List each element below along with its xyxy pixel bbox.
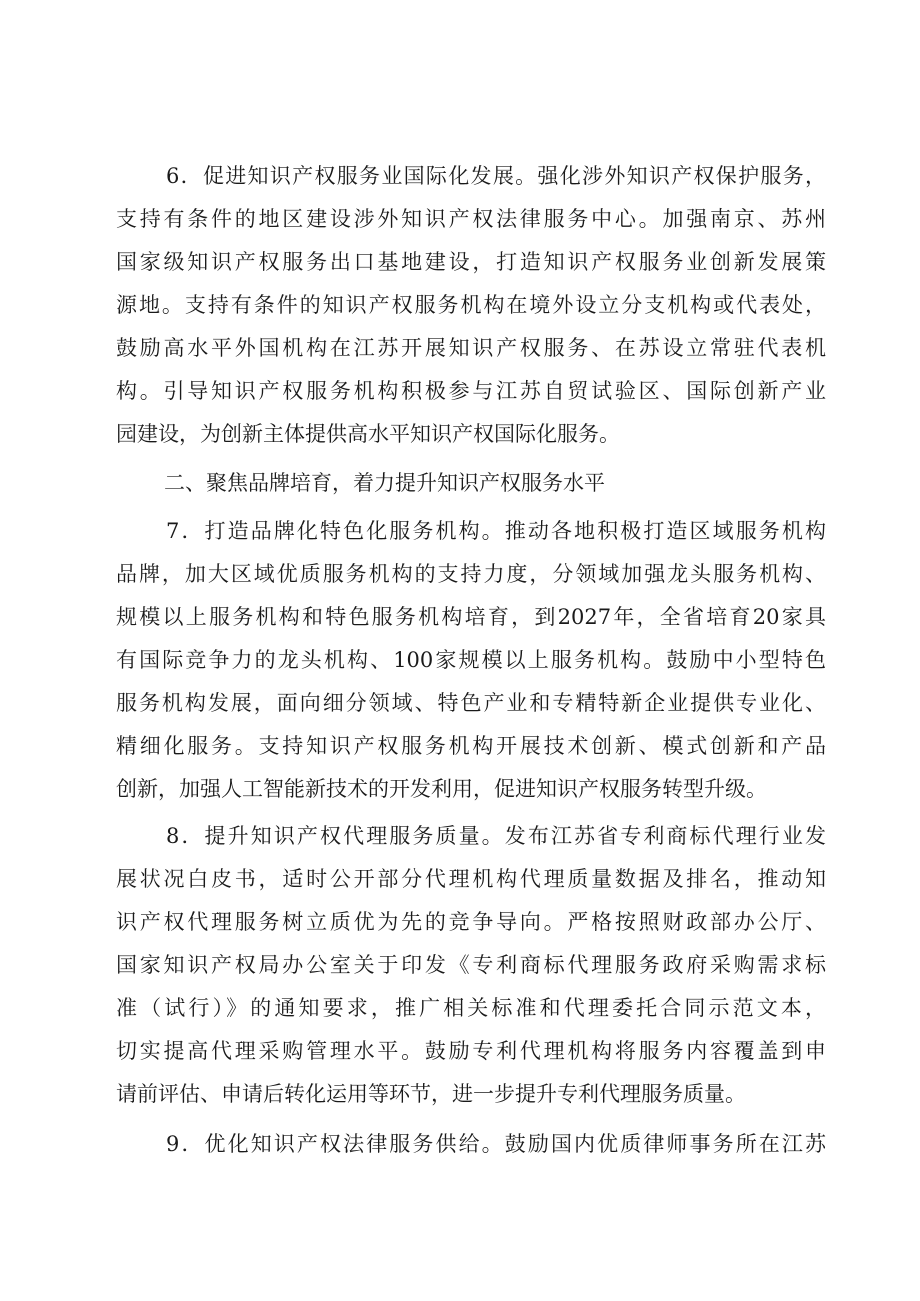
paragraph-7-line-7: 创新，加强人工智能新技术的开发利用，促进知识产权服务转型升级。 — [116, 777, 767, 801]
paragraph-7-line-3: 规模以上服务机构和特色服务机构培育，到2027年，全省培育20家具 — [116, 605, 826, 629]
paragraph-7-line-6: 精细化服务。支持知识产权服务机构开展技术创新、模式创新和产品 — [116, 734, 826, 758]
paragraph-8-line-1: 8．提升知识产权代理服务质量。发布江苏省专利商标代理行业发 — [166, 824, 826, 848]
paragraph-8-line-7: 请前评估、申请后转化运用等环节，进一步提升专利代理服务质量。 — [116, 1082, 746, 1106]
paragraph-8-line-3: 识产权代理服务树立质优为先的竞争导向。严格按照财政部办公厅、 — [116, 910, 826, 934]
paragraph-7-line-2: 品牌，加大区域优质服务机构的支持力度，分领域加强龙头服务机构、 — [116, 562, 826, 586]
paragraph-6-line-5: 鼓励高水平外国机构在江苏开展知识产权服务、在苏设立常驻代表机 — [116, 336, 826, 360]
paragraph-7-line-1: 7．打造品牌化特色化服务机构。推动各地积极打造区域服务机构 — [166, 519, 826, 543]
paragraph-8-line-4: 国家知识产权局办公室关于印发《专利商标代理服务政府采购需求标 — [116, 953, 826, 977]
paragraph-6-line-4: 源地。支持有条件的知识产权服务机构在境外设立分支机构或代表处， — [116, 293, 826, 317]
paragraph-6-line-1: 6．促进知识产权服务业国际化发展。强化涉外知识产权保护服务， — [166, 164, 826, 188]
paragraph-7-line-5: 服务机构发展，面向细分领域、特色产业和专精特新企业提供专业化、 — [116, 691, 826, 715]
paragraph-6-line-2: 支持有条件的地区建设涉外知识产权法律服务中心。加强南京、苏州 — [116, 207, 826, 231]
paragraph-6-line-6: 构。引导知识产权服务机构积极参与江苏自贸试验区、国际创新产业 — [116, 379, 826, 403]
paragraph-6-line-7: 园建设，为创新主体提供高水平知识产权国际化服务。 — [116, 422, 620, 446]
paragraph-6-line-3: 国家级知识产权服务出口基地建设，打造知识产权服务业创新发展策 — [116, 250, 826, 274]
paragraph-9-line-1: 9．优化知识产权法律服务供给。鼓励国内优质律师事务所在江苏 — [166, 1132, 826, 1156]
section-heading-2: 二、聚焦品牌培育，着力提升知识产权服务水平 — [164, 471, 605, 495]
paragraph-8-line-6: 切实提高代理采购管理水平。鼓励专利代理机构将服务内容覆盖到申 — [116, 1039, 826, 1063]
paragraph-8-line-5: 准（试行）》的通知要求，推广相关标准和代理委托合同示范文本， — [116, 996, 826, 1020]
paragraph-7-line-4: 有国际竞争力的龙头机构、100家规模以上服务机构。鼓励中小型特色 — [116, 648, 826, 672]
paragraph-8-line-2: 展状况白皮书，适时公开部分代理机构代理质量数据及排名，推动知 — [116, 867, 826, 891]
